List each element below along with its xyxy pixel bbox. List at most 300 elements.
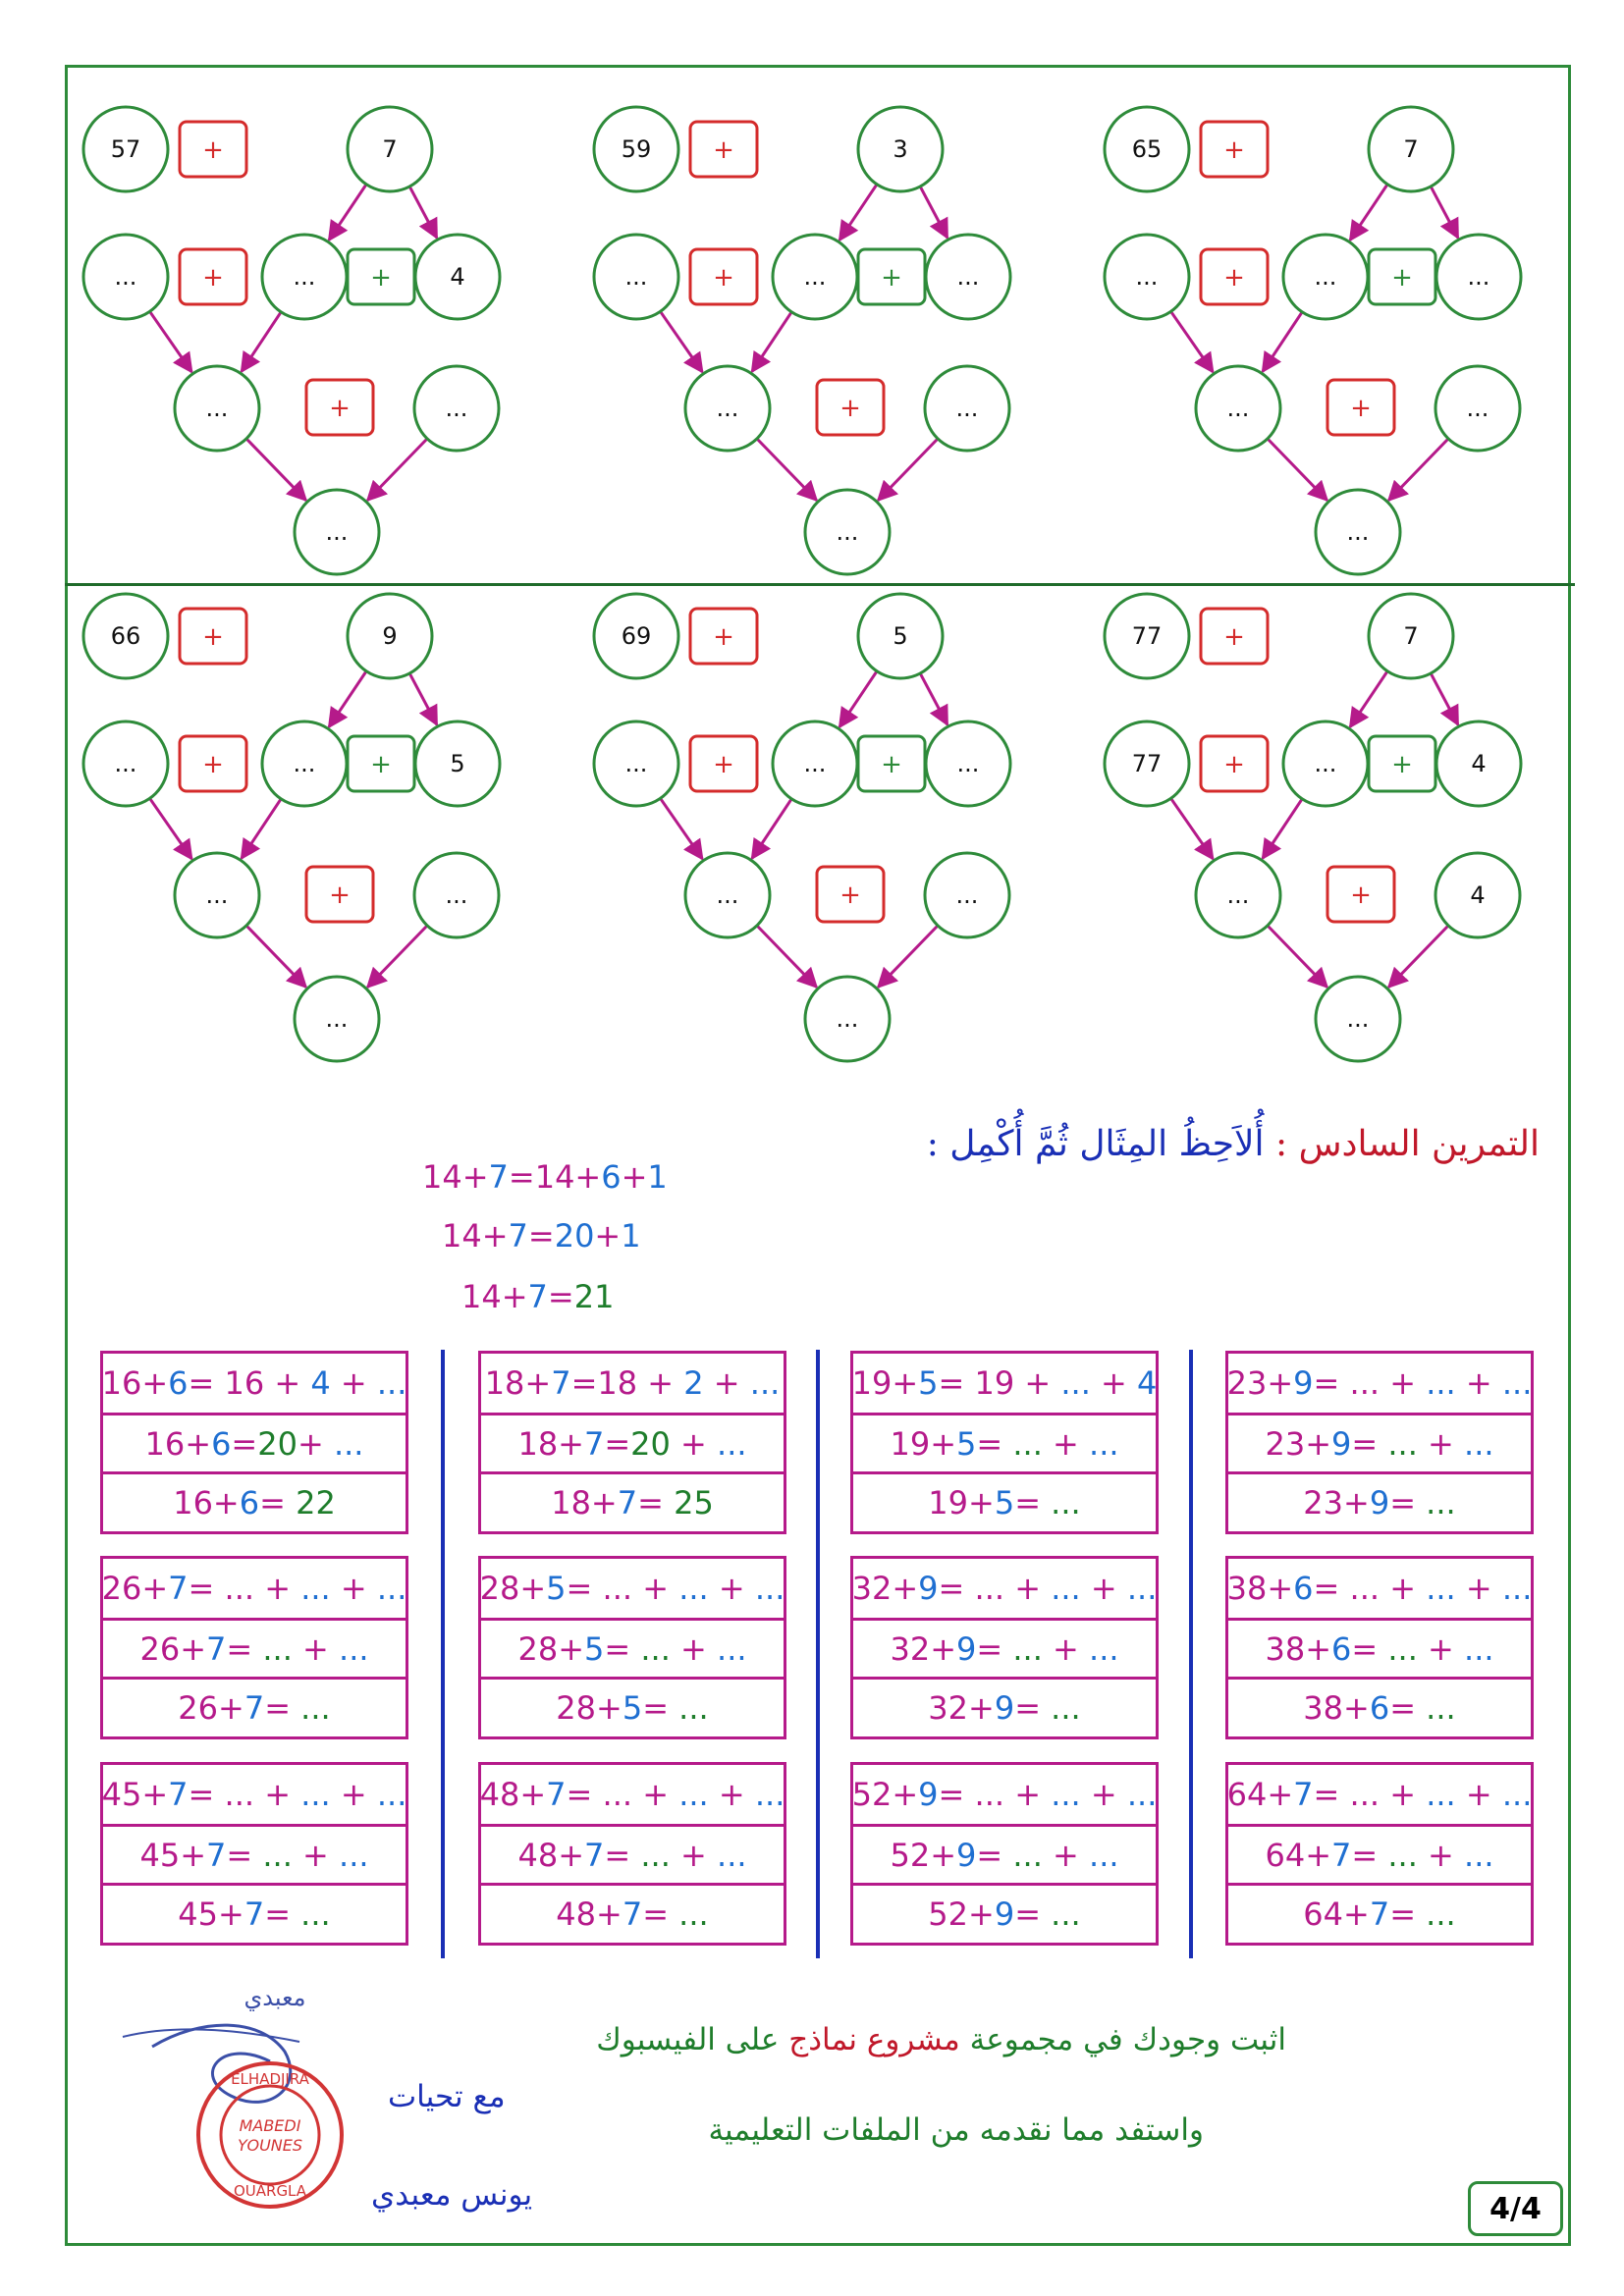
equation-row[interactable] (853, 1677, 1156, 1736)
equation-term: =18 + (570, 1364, 684, 1402)
equation-term: ... (678, 1776, 709, 1813)
equation-box (1225, 1351, 1534, 1534)
equation-row[interactable] (1228, 1354, 1531, 1413)
circle-value: ... (624, 263, 648, 291)
equation-term: 52+ (890, 1837, 956, 1874)
example-term: 14 (422, 1158, 462, 1196)
equation-term: ... (1089, 1837, 1119, 1874)
equation-term: ... (300, 1689, 331, 1727)
equation-term: ... (1501, 1776, 1533, 1813)
equation-term: = (1014, 1689, 1052, 1727)
addition-diagram (83, 107, 500, 574)
flow-arrow (1350, 671, 1387, 727)
equation-term: = (604, 1630, 641, 1668)
flow-arrow (1171, 311, 1214, 372)
example-term: = (508, 1158, 535, 1196)
equation-term: ... (1126, 1776, 1158, 1813)
equation-row[interactable] (103, 1883, 406, 1943)
equation-term: ... (1464, 1837, 1494, 1874)
equation-term: 38+ (1303, 1689, 1370, 1727)
example-term: 14 (442, 1217, 482, 1255)
equation-term: 9 (994, 1896, 1015, 1933)
equation-term: = (264, 1689, 301, 1727)
equation-term: ... (1060, 1364, 1091, 1402)
equation-term: ... (224, 1776, 255, 1813)
equation-term: 9 (1293, 1364, 1314, 1402)
flow-arrow (661, 798, 703, 859)
equation-term: 28+ (517, 1630, 584, 1668)
equation-term: ... (1387, 1425, 1418, 1463)
equation-term: 19+ (890, 1425, 956, 1463)
equation-term: 26+ (101, 1570, 169, 1607)
equation-term: = (231, 1425, 258, 1463)
flow-arrow (246, 926, 306, 988)
equation-row[interactable] (853, 1883, 1156, 1943)
equation-term: 5 (994, 1484, 1015, 1522)
equation-row[interactable] (1228, 1883, 1531, 1943)
equation-term: ... (1012, 1837, 1043, 1874)
equation-term: + (1080, 1776, 1127, 1813)
equation-term: 6 (211, 1425, 232, 1463)
equation-term: ... (602, 1570, 633, 1607)
exercise-number: التمرين السادس (1298, 1124, 1540, 1164)
footer-invite-start: اثبت وجودك في مجموعة (959, 2022, 1286, 2057)
circle-value: 77 (1131, 750, 1163, 777)
equation-term: 6 (1369, 1689, 1390, 1727)
equation-term: = (188, 1776, 225, 1813)
column-separator (816, 1350, 820, 1958)
equation-row[interactable] (481, 1765, 784, 1824)
equation-term: 32+ (928, 1689, 995, 1727)
circle-value: ... (1314, 750, 1337, 777)
circle-value: ... (955, 881, 979, 909)
equation-term: 5 (956, 1425, 977, 1463)
equation-term: 52+ (928, 1896, 995, 1933)
plus-sign: + (1223, 263, 1245, 293)
equation-row[interactable] (853, 1824, 1156, 1884)
equation-term: 6 (239, 1484, 260, 1522)
equation-term: 20 (630, 1425, 671, 1463)
equation-term: + (708, 1776, 755, 1813)
equation-term: + (670, 1837, 718, 1874)
equation-term: 28+ (479, 1570, 547, 1607)
equation-term: 48+ (517, 1837, 584, 1874)
equation-term: 64+ (1226, 1776, 1294, 1813)
equation-term: = (1351, 1630, 1388, 1668)
equation-term: = 19 + (938, 1364, 1061, 1402)
equation-term: = (566, 1776, 603, 1813)
equation-term: = (188, 1570, 225, 1607)
circle-value: ... (445, 395, 468, 422)
flow-arrow (752, 312, 791, 372)
equation-term: 38+ (1265, 1630, 1331, 1668)
circle-value: 4 (450, 263, 465, 291)
equation-term: 9 (918, 1570, 939, 1607)
equation-term: + (330, 1364, 377, 1402)
plus-sign: + (1350, 881, 1372, 910)
equation-row[interactable] (481, 1354, 784, 1413)
equation-term: ... (640, 1630, 671, 1668)
circle-value: 57 (110, 135, 141, 163)
flow-arrow (1263, 312, 1302, 372)
addition-diagrams (0, 0, 1624, 1080)
flow-arrow (878, 926, 938, 988)
equation-row[interactable] (103, 1618, 406, 1678)
equation-term: ... (339, 1837, 369, 1874)
page-number: 4/4 (1468, 2181, 1563, 2236)
equation-term: 52+ (851, 1776, 919, 1813)
equation-row[interactable] (481, 1413, 784, 1472)
equation-row[interactable] (1228, 1765, 1531, 1824)
equation-term: 9 (918, 1776, 939, 1813)
equation-box (478, 1351, 786, 1534)
example-term: 20 (554, 1217, 595, 1255)
circle-value: ... (325, 1005, 349, 1033)
equation-term: + (330, 1776, 377, 1813)
equation-term: ... (678, 1570, 709, 1607)
equation-row[interactable] (853, 1618, 1156, 1678)
equation-term: ... (376, 1776, 407, 1813)
addition-diagram (594, 107, 1010, 574)
circle-value: 69 (621, 622, 652, 650)
equation-row[interactable] (103, 1824, 406, 1884)
author-stamp (113, 1978, 368, 2214)
circle-value: ... (1467, 263, 1490, 291)
equation-term: 7 (168, 1776, 189, 1813)
equation-row[interactable] (103, 1413, 406, 1472)
equation-row[interactable] (481, 1883, 784, 1943)
equation-row[interactable] (853, 1413, 1156, 1472)
equation-term: = (1014, 1896, 1052, 1933)
circle-value: ... (205, 395, 229, 422)
equation-term: ... (1426, 1896, 1456, 1933)
equation-term: ... (262, 1630, 293, 1668)
plus-sign: + (839, 881, 861, 910)
equation-row[interactable] (481, 1677, 784, 1736)
example-term: + (481, 1217, 509, 1255)
flow-arrow (242, 799, 281, 859)
circle-value: 7 (1403, 135, 1419, 163)
equation-term: ... (1464, 1630, 1494, 1668)
equation-term: ... (339, 1630, 369, 1668)
equation-term: + (1417, 1630, 1465, 1668)
equation-term: = (1389, 1689, 1427, 1727)
equation-term: 45+ (178, 1896, 244, 1933)
flow-arrow (1268, 439, 1327, 501)
equation-term: + (1455, 1364, 1502, 1402)
flow-arrow (752, 799, 791, 859)
plus-sign: + (370, 263, 392, 293)
exercise-title (927, 1124, 1540, 1164)
equation-term: 25 (674, 1484, 714, 1522)
equation-term: ... (1126, 1570, 1158, 1607)
equation-term: ... (754, 1776, 785, 1813)
example-term: + (501, 1278, 528, 1315)
equation-term: ... (333, 1425, 364, 1463)
equation-box (478, 1762, 786, 1946)
example-line (422, 1158, 668, 1196)
equation-term: 28+ (556, 1689, 623, 1727)
plus-sign: + (881, 750, 902, 779)
equation-term: ... (1426, 1689, 1456, 1727)
flow-arrow (367, 926, 427, 988)
equation-row[interactable] (481, 1824, 784, 1884)
plus-sign: + (713, 135, 734, 165)
plus-sign: + (370, 750, 392, 779)
equation-term: 7 (583, 1425, 605, 1463)
example-term: 1 (621, 1217, 641, 1255)
equation-box (100, 1556, 408, 1739)
equation-term: 45+ (139, 1837, 206, 1874)
example-term: = (527, 1217, 555, 1255)
circle-value: ... (836, 518, 859, 546)
circle-value: ... (114, 263, 137, 291)
equation-term: ... (300, 1896, 331, 1933)
equation-term: 7 (206, 1837, 227, 1874)
equation-term: ... (1501, 1570, 1533, 1607)
equation-term: ... (717, 1630, 747, 1668)
plus-sign: + (1223, 622, 1245, 652)
equation-term: 19+ (851, 1364, 919, 1402)
circle-value: ... (114, 750, 137, 777)
flow-arrow (878, 439, 938, 501)
equation-term: ... (376, 1570, 407, 1607)
equation-row[interactable] (481, 1471, 784, 1531)
equation-term: ... (749, 1364, 781, 1402)
plus-sign: + (202, 622, 224, 652)
equation-term: + (632, 1776, 679, 1813)
circle-value: ... (1346, 518, 1370, 546)
circle-value: ... (293, 263, 316, 291)
equation-term: 16+ (101, 1364, 169, 1402)
equation-term: = (566, 1570, 603, 1607)
circle-value: ... (836, 1005, 859, 1033)
footer-invite (596, 2022, 1286, 2057)
stamp-name-first: MABEDI (239, 2116, 301, 2135)
author-name: يونس معبدي (371, 2177, 533, 2213)
plus-sign: + (1350, 394, 1372, 423)
equation-row[interactable] (103, 1559, 406, 1618)
equation-term: 9 (1331, 1425, 1352, 1463)
equation-term: 6 (1331, 1630, 1352, 1668)
equation-term: + (1380, 1364, 1427, 1402)
addition-diagram (594, 594, 1010, 1061)
equation-term: 23+ (1226, 1364, 1294, 1402)
equation-term: = (642, 1689, 679, 1727)
equation-term: + (1042, 1837, 1090, 1874)
equation-term: 4 (310, 1364, 331, 1402)
equation-term: ... (1051, 1484, 1081, 1522)
equation-row[interactable] (853, 1559, 1156, 1618)
equation-term: 7 (622, 1896, 643, 1933)
equation-term: 9 (956, 1837, 977, 1874)
circle-value: ... (716, 881, 739, 909)
equation-term: 20 (257, 1425, 298, 1463)
equation-term: ... (300, 1570, 331, 1607)
equation-term: ... (376, 1364, 407, 1402)
equation-term: 19+ (928, 1484, 995, 1522)
equation-term: 7 (206, 1630, 227, 1668)
stamp-city: ELHADJIRA (231, 2070, 309, 2088)
equation-row[interactable] (1228, 1559, 1531, 1618)
addition-diagram (1105, 107, 1521, 574)
equation-term: = (976, 1425, 1013, 1463)
circle-value: 66 (110, 622, 141, 650)
equation-term: + (1080, 1570, 1127, 1607)
equation-row[interactable] (853, 1354, 1156, 1413)
example-term: + (594, 1217, 622, 1255)
equation-term: + (1455, 1570, 1502, 1607)
equation-term: ... (262, 1837, 293, 1874)
equation-box (850, 1556, 1159, 1739)
equation-term: 64+ (1303, 1896, 1370, 1933)
plus-sign: + (329, 881, 351, 910)
equation-row[interactable] (481, 1618, 784, 1678)
plus-sign: + (202, 263, 224, 293)
equation-term: ... (974, 1776, 1005, 1813)
equation-term: 6 (168, 1364, 189, 1402)
equation-term: + (254, 1776, 301, 1813)
equation-term: 5 (546, 1570, 567, 1607)
equation-row[interactable] (103, 1765, 406, 1824)
equation-term: + (670, 1630, 718, 1668)
equation-term: ... (1051, 1689, 1081, 1727)
equation-term: ... (678, 1689, 709, 1727)
equation-term: = (642, 1896, 679, 1933)
equation-row[interactable] (1228, 1471, 1531, 1531)
equation-term: 7 (1293, 1776, 1314, 1813)
equation-row[interactable] (1228, 1824, 1531, 1884)
flow-arrow (246, 439, 306, 501)
equation-row[interactable] (853, 1765, 1156, 1824)
equation-term: ... (1426, 1484, 1456, 1522)
circle-value: ... (1135, 263, 1159, 291)
equation-row[interactable] (481, 1559, 784, 1618)
circle-value: 4 (1470, 881, 1486, 909)
equation-term: + (1042, 1630, 1090, 1668)
example-term: + (461, 1158, 489, 1196)
addition-diagram (1105, 594, 1521, 1061)
example-term: + (574, 1158, 602, 1196)
circle-value: ... (293, 750, 316, 777)
circle-value: 5 (893, 622, 908, 650)
circle-value: ... (956, 263, 980, 291)
equation-term: + (1455, 1776, 1502, 1813)
flow-arrow (409, 673, 437, 724)
equation-term: ... (1051, 1776, 1081, 1813)
equation-term: 9 (1369, 1484, 1390, 1522)
equation-term: = (1313, 1364, 1350, 1402)
equation-term: ... (300, 1776, 331, 1813)
footer-group-name: مشروع نماذج (788, 2022, 960, 2057)
equation-term: + (1417, 1837, 1465, 1874)
equation-term: ... (1426, 1776, 1456, 1813)
equation-term: 5 (584, 1630, 605, 1668)
equation-term: + (1042, 1425, 1090, 1463)
equation-term: ... (1012, 1425, 1043, 1463)
equation-term: + (1417, 1425, 1465, 1463)
equation-row[interactable] (103, 1354, 406, 1413)
equation-term: ... (1051, 1570, 1081, 1607)
circle-value: ... (1346, 1005, 1370, 1033)
equation-term: + (708, 1570, 755, 1607)
equation-term: = (1014, 1484, 1052, 1522)
equation-term: 4 (1137, 1364, 1158, 1402)
equation-term: 32+ (851, 1570, 919, 1607)
circle-value: ... (1314, 263, 1337, 291)
example-term: 1 (647, 1158, 668, 1196)
equation-row[interactable] (1228, 1413, 1531, 1472)
circle-value: ... (956, 750, 980, 777)
circle-value: ... (1466, 395, 1489, 422)
equation-term: = (264, 1896, 301, 1933)
equation-term: + (1004, 1570, 1052, 1607)
flow-arrow (839, 671, 877, 727)
equation-row[interactable] (103, 1677, 406, 1736)
example-line (442, 1217, 641, 1255)
plus-sign: + (713, 750, 734, 779)
example-term: 14 (461, 1278, 502, 1315)
equation-term: + (292, 1837, 340, 1874)
stamp-name-second: YOUNES (237, 2136, 303, 2155)
equation-term: ... (640, 1837, 671, 1874)
equation-term: 2 (683, 1364, 704, 1402)
plus-sign: + (1391, 263, 1413, 293)
flow-arrow (1350, 185, 1387, 240)
circle-value: ... (205, 881, 229, 909)
equation-row[interactable] (1228, 1677, 1531, 1736)
equation-row[interactable] (1228, 1618, 1531, 1678)
equation-term: 48+ (556, 1896, 623, 1933)
equation-term: 7 (244, 1896, 265, 1933)
circle-value: ... (624, 750, 648, 777)
equation-row[interactable] (103, 1471, 406, 1531)
equation-term: + (254, 1570, 301, 1607)
equation-term: + (670, 1425, 718, 1463)
equation-term: 6 (1293, 1570, 1314, 1607)
plus-sign: + (839, 394, 861, 423)
circle-value: 65 (1131, 135, 1163, 163)
equation-term: ... (717, 1837, 747, 1874)
example-term: 7 (508, 1217, 528, 1255)
equation-term: 18+ (484, 1364, 552, 1402)
circle-value: ... (803, 263, 827, 291)
circle-value: ... (716, 395, 739, 422)
flow-arrow (150, 311, 192, 372)
example-term: 7 (527, 1278, 548, 1315)
equation-term: ... (1089, 1630, 1119, 1668)
flow-arrow (1388, 926, 1448, 988)
column-separator (441, 1350, 445, 1958)
equation-term: = (1313, 1776, 1350, 1813)
equation-row[interactable] (853, 1471, 1156, 1531)
equation-term: 7 (546, 1776, 567, 1813)
equation-box (1225, 1556, 1534, 1739)
instruction-colon: : (926, 1124, 950, 1164)
stamp-region: OUARGLA (233, 2182, 307, 2200)
equation-box (100, 1351, 408, 1534)
equation-term: 18+ (517, 1425, 584, 1463)
plus-sign: + (713, 263, 734, 293)
equation-term: ... (678, 1896, 709, 1933)
plus-sign: + (713, 622, 734, 652)
equation-term: 26+ (178, 1689, 244, 1727)
equation-term: 16+ (173, 1484, 240, 1522)
equation-term: 22 (296, 1484, 336, 1522)
example-term: + (621, 1158, 648, 1196)
equation-term: = (604, 1425, 631, 1463)
equation-term: 7 (551, 1364, 571, 1402)
